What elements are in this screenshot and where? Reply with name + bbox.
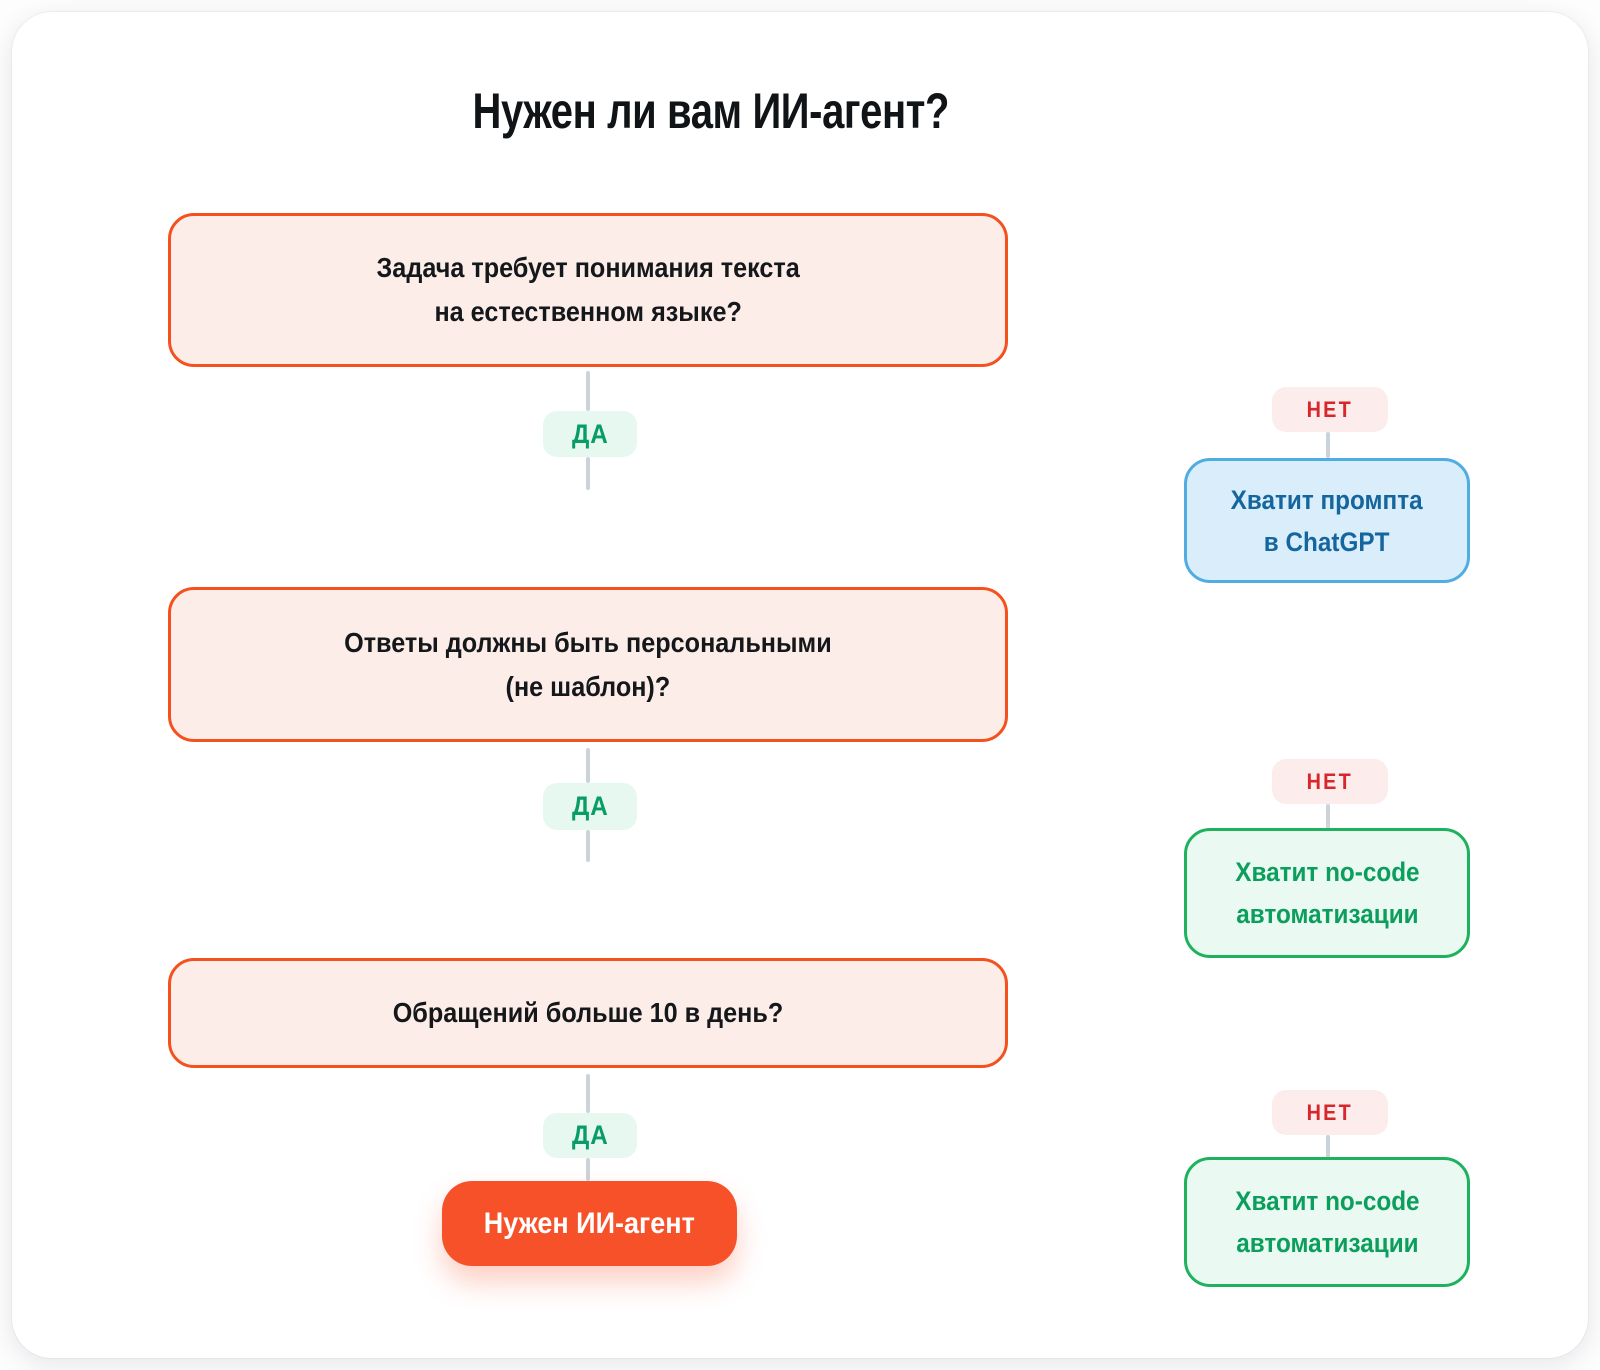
question-2-line-1: Ответы должны быть персональными: [344, 626, 832, 658]
result-chatgpt-line-1: Хватит промпта: [1231, 484, 1423, 515]
question-box-2: [168, 587, 1008, 742]
result-box-nocode-1: [1184, 828, 1470, 958]
result-chatgpt-line-2: в ChatGPT: [1264, 526, 1390, 557]
question-1-line-1: Задача требует понимания текста: [376, 252, 800, 283]
question-box-3: [168, 958, 1008, 1068]
question-3-line-1: Обращений больше 10 в день?: [392, 997, 784, 1028]
yes-label: ДА: [571, 791, 609, 821]
question-1-text: [376, 246, 799, 334]
result-nocode-1-line-2: автоматизации: [1235, 899, 1419, 929]
connector-line: [1326, 1135, 1330, 1159]
no-badge-2: [1272, 759, 1388, 804]
page-title: [0, 82, 1422, 140]
connector-line: [586, 830, 590, 862]
no-label: НЕТ: [1306, 768, 1354, 794]
question-1-line-2: на естественном языке?: [434, 296, 742, 327]
connector-line: [586, 1158, 590, 1181]
connector-line: [586, 371, 590, 411]
page-title-text: Нужен ли вам ИИ-агент?: [472, 83, 950, 139]
result-nocode-2-text: [1235, 1180, 1419, 1264]
result-nocode-1-text: [1235, 851, 1419, 935]
question-2-text: [344, 621, 832, 709]
yes-label: ДА: [571, 418, 609, 449]
final-result-node: [442, 1181, 737, 1266]
connector-line: [1326, 804, 1330, 829]
connector-line: [586, 748, 590, 783]
result-box-chatgpt: [1184, 458, 1470, 583]
no-label: НЕТ: [1306, 396, 1354, 422]
result-nocode-1-line-1: Хватит no-code: [1234, 857, 1420, 887]
yes-badge-2: [543, 783, 637, 830]
question-2-line-2: (не шаблон)?: [505, 670, 671, 702]
result-box-nocode-2: [1184, 1157, 1470, 1287]
final-result-label: Нужен ИИ-агент: [483, 1206, 696, 1240]
question-3-text: [393, 991, 784, 1035]
result-nocode-2-line-1: Хватит no-code: [1234, 1186, 1420, 1216]
connector-line: [586, 1074, 590, 1113]
result-chatgpt-text: [1231, 479, 1423, 563]
yes-badge-1: [543, 411, 637, 457]
no-badge-3: [1272, 1090, 1388, 1135]
no-badge-1: [1272, 387, 1388, 432]
question-box-1: [168, 213, 1008, 367]
no-label: НЕТ: [1306, 1099, 1354, 1125]
connector-line: [586, 457, 590, 490]
yes-label: ДА: [571, 1120, 609, 1150]
connector-line: [1326, 432, 1330, 458]
yes-badge-3: [543, 1113, 637, 1158]
result-nocode-2-line-2: автоматизации: [1235, 1228, 1419, 1258]
